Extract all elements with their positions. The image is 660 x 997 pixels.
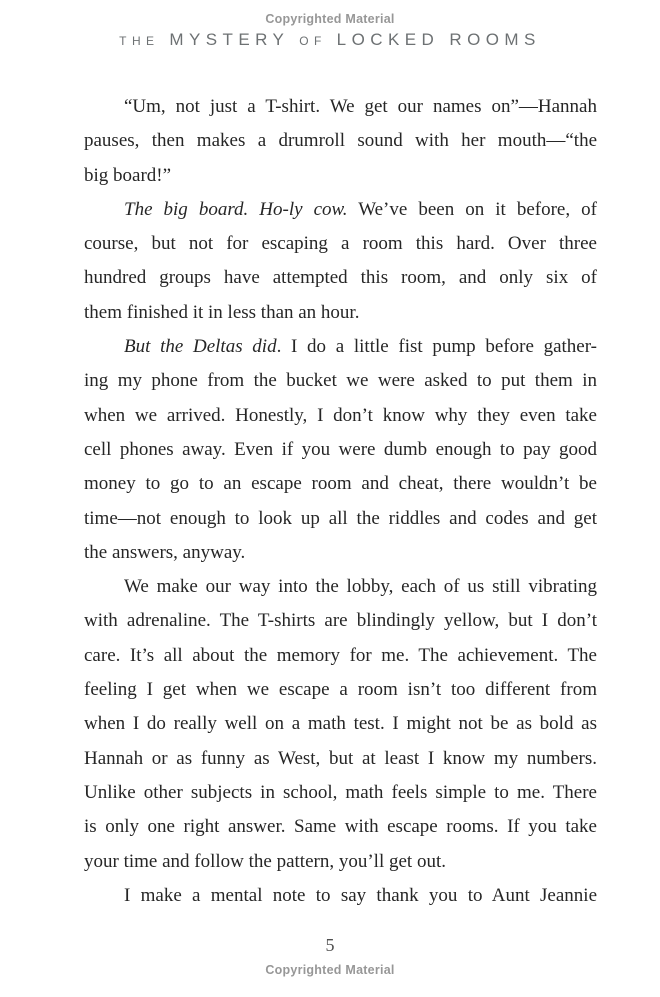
page-number: 5 <box>325 935 335 955</box>
text-segment: pauses, then makes a drumroll sound with her mouth—“the <box>84 130 597 152</box>
text-segment: when we arrived. Honestly, I don’t know why they even take <box>84 404 597 426</box>
text-segment: ing my phone from the bucket we were asked to put them in <box>84 370 597 392</box>
text-segment: cell phones away. Even if you were dumb enough to pay good <box>84 438 597 460</box>
text-line <box>84 124 597 158</box>
text-segment: big board!” <box>84 164 172 186</box>
text-segment: them finished it in less than an hour. <box>84 301 360 323</box>
italic-text-segment: The big board. Ho-ly cow. <box>124 198 348 220</box>
text-line <box>84 502 597 536</box>
text-line <box>84 467 597 501</box>
text-segment: . I do a little fist pump before gather- <box>276 336 597 358</box>
text-line <box>84 776 597 810</box>
text-line <box>84 707 597 741</box>
text-line <box>84 90 597 124</box>
text-line <box>84 261 597 295</box>
paragraph <box>84 879 597 913</box>
running-head <box>0 30 660 50</box>
text-line <box>84 810 597 844</box>
text-segment: Hannah or as funny as West, but at least I know my numbers. <box>84 747 597 769</box>
text-line <box>84 879 597 913</box>
text-segment: I make a mental note to say thank you to Aunt Jeannie <box>124 884 597 906</box>
text-line <box>84 227 597 261</box>
text-line <box>84 159 597 193</box>
text-segment: when I do really well on a math test. I might not be as bold as <box>84 713 597 735</box>
paragraph <box>84 570 597 879</box>
text-segment: your time and follow the pattern, you’ll get out. <box>84 850 446 872</box>
text-line <box>84 845 597 879</box>
text-line <box>84 433 597 467</box>
text-segment: with adrenaline. The T-shirts are blindingly yellow, but I don’t <box>84 610 597 632</box>
text-segment: course, but not for escaping a room this hard. Over three <box>84 233 597 255</box>
running-head-word: OF <box>299 34 327 48</box>
text-segment: We make our way into the lobby, each of us still vibrating <box>124 576 597 598</box>
text-line <box>84 364 597 398</box>
text-segment: We’ve been on it before, of <box>347 198 597 220</box>
text-line <box>84 570 597 604</box>
text-line <box>84 604 597 638</box>
text-line <box>84 639 597 673</box>
text-segment: feeling I get when we escape a room isn’t too different from <box>84 679 597 701</box>
text-segment: the answers, anyway. <box>84 541 246 563</box>
text-segment: hundred groups have attempted this room, and only six of <box>84 267 597 289</box>
text-line <box>84 536 597 570</box>
text-line <box>84 742 597 776</box>
text-line <box>84 399 597 433</box>
running-head-word: THE <box>119 34 160 48</box>
text-segment: time—not enough to look up all the riddles and codes and get <box>84 507 597 529</box>
paragraph <box>84 330 597 570</box>
copyright-notice-top: Copyrighted Material <box>265 12 395 26</box>
running-head-word: MYSTERY <box>169 30 290 49</box>
text-line <box>84 193 597 227</box>
text-segment: Unlike other subjects in school, math feels simple to me. There <box>84 781 597 803</box>
text-segment: care. It’s all about the memory for me. The achievement. The <box>84 644 597 666</box>
italic-text-segment: But the Deltas did <box>124 336 277 358</box>
paragraph <box>84 193 597 330</box>
text-line <box>84 330 597 364</box>
text-line <box>84 296 597 330</box>
running-head-word: LOCKED ROOMS <box>336 30 541 49</box>
copyright-notice-bottom: Copyrighted Material <box>265 963 395 977</box>
body-text <box>84 90 597 913</box>
text-segment: money to go to an escape room and cheat, there wouldn’t be <box>84 473 597 495</box>
text-segment: “Um, not just a T-shirt. We get our names on”—Hannah <box>124 96 597 117</box>
paragraph <box>84 90 597 193</box>
text-line <box>84 673 597 707</box>
text-segment: is only one right answer. Same with escape rooms. If you take <box>84 816 597 838</box>
